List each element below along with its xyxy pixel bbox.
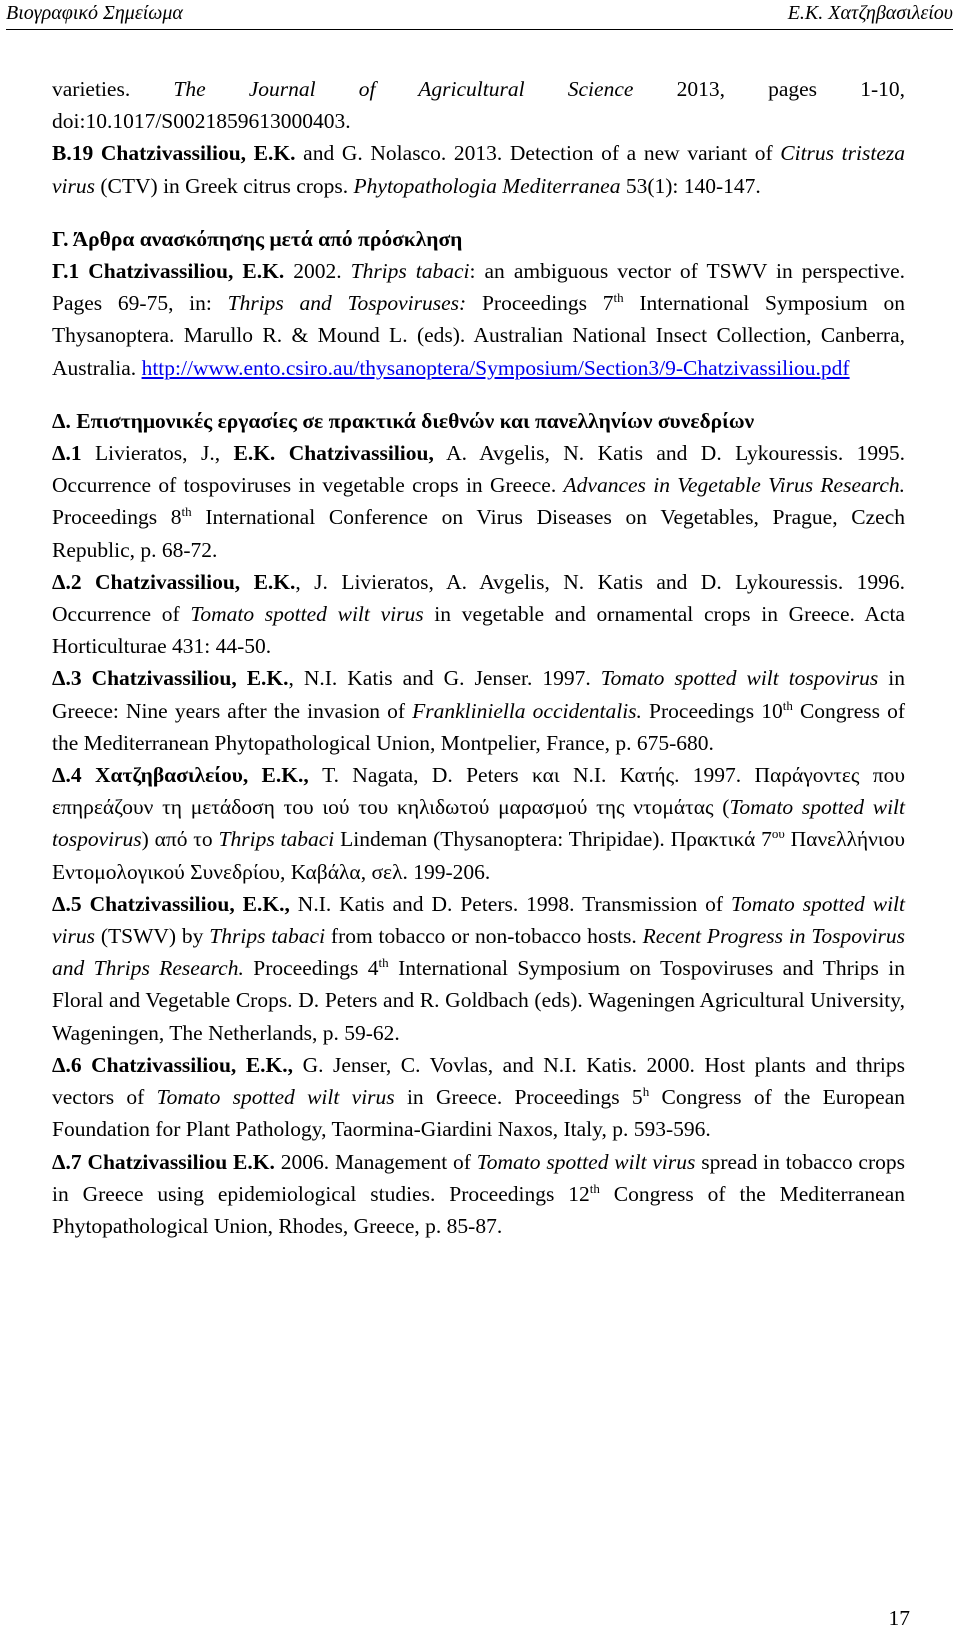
document-body [52,73,905,1242]
section-heading-g: Γ. Άρθρα ανασκόπησης μετά από πρόσκληση [52,226,463,251]
page-number: 17 [888,1606,910,1630]
reference-author: Chatzivassiliou, E.K. [95,569,296,594]
reference-label: Δ.4 [52,763,82,788]
reference-label: Δ.2 [52,569,82,594]
header-left-title: Βιογραφικό Σημείωμα [6,2,183,24]
reference-d3: Δ.3 Chatzivassiliou, E.K., N.I. Katis and G. Jenser. 1997. Tomato spotted wilt tospovirus in Greece: Nine years after the invasion of Frankliniella occidentalis. Proceedings 10th Congress of the Mediterranean Phytopathological Union, Montpelier, France, p. 675-680. [52,666,905,755]
reference-author: E.K. Chatzivassiliou, [233,441,434,466]
reference-author: Chatzivassiliou, E.K., [89,891,290,916]
reference-d6: Δ.6 Chatzivassiliou, E.K., G. Jenser, C. Vovlas, and N.I. Katis. 2000. Host plants and thrips vectors of Tomato spotted wilt virus in Greece. Proceedings 5$^h$ Congress of the European Foundation for Plant Pathology, Taormina-Giardini Naxos, Italy, p. 593-596. [52,1052,906,1142]
reference-label: Γ.1 [52,259,80,284]
reference-author: Chatzivassiliou, E.K. [88,259,285,284]
header-rule [6,29,953,30]
reference-label: B.19 [52,141,94,166]
reference-author: Chatzivassiliou E.K. [87,1149,275,1174]
reference-label: Δ.6 [52,1052,82,1077]
reference-author: Chatzivassiliou, E.K., [91,1052,294,1077]
reference-g1: Γ.1 Chatzivassiliou, E.K. 2002. Thrips tabaci: an ambiguous vector of TSWV in perspective. Pages 69-75, in: Thrips and Tospoviruses: Proceedings 7th International Symposium on Thysanoptera. Marullo R. & Mound L. (eds). Australian National Insect Collection, Canberra, Australia. http://www.ento.csiro.au/thysanoptera/Symposium/Section3/9-Chatzivassiliou.pdf [52,259,905,380]
reference-d4: Δ.4 Χατζηβασιλείου, Ε.Κ., T. Nagata, D. Peters και Ν.Ι. Κατής. 1997. Παράγοντες που επηρεάζουν τη μετάδοση του ιού του κηλιδωτού μαρασμού της ντομάτας (Tomato spotted wilt tospovirus) από το Thrips tabaci Lindeman (Thysanoptera: Thripidae). Πρακτικά $7^{o\upsilon}$ Πανελλήνιου Εντομολογικού Συνεδρίου, Καβάλα, σελ. 199-206. [52,763,906,884]
reference-b18-tail: varieties. The Journal of Agricultural Science 2013, pages 1-10, doi:10.1017/S0021859613000403. [52,77,905,134]
section-heading-d: Δ. Επιστημονικές εργασίες σε πρακτικά διεθνών και πανελληνίων συνεδρίων [52,408,755,433]
reference-label: Δ.7 [52,1149,82,1174]
reference-author: Chatzivassiliou, E.K. [100,141,296,166]
page-header [0,2,960,30]
header-right-author: Ε.Κ. Χατζηβασιλείου [787,2,953,24]
reference-label: Δ.5 [52,891,82,916]
reference-author: Χατζηβασιλείου, Ε.Κ., [94,763,309,788]
reference-d2: Δ.2 Chatzivassiliou, E.K., J. Livieratos, A. Avgelis, N. Katis and D. Lykouressis. 1996. Occurrence of Tomato spotted wilt virus in vegetable and ornamental crops in Greece. Acta Horticulturae 431: 44-50. [52,569,905,659]
reference-author: Chatzivassiliou, E.K. [91,666,289,691]
reference-d1: Δ.1 Livieratos, J., E.K. Chatzivassiliou, A. Avgelis, N. Katis and D. Lykouressis. 1995. Occurrence of tospoviruses in vegetable crops in Greece. Advances in Vegetable Virus Research. Proceedings 8th International Conference on Virus Diseases on Vegetables, Prague, Czech Republic, p. 68-72. [52,441,905,562]
reference-b19: B.19 Chatzivassiliou, E.K. and G. Nolasco. 2013. Detection of a new variant of Citrus tristeza virus (CTV) in Greek citrus crops. Phytopathologia Mediterranea 53(1): 140-147. [52,141,906,198]
pdf-link[interactable]: http://www.ento.csiro.au/thysanoptera/Symposium/Section3/9-Chatzivassiliou.pdf [141,355,850,380]
reference-label: Δ.3 [52,666,82,691]
reference-label: Δ.1 [52,441,82,466]
reference-d5: Δ.5 Chatzivassiliou, E.K., N.I. Katis and D. Peters. 1998. Transmission of Tomato spotted wilt virus (TSWV) by Thrips tabaci from tobacco or non-tobacco hosts. Recent Progress in Tospovirus and Thrips Research. Proceedings 4th International Symposium on Tospoviruses and Thrips in Floral and Vegetable Crops. D. Peters and R. Goldbach (eds). Wageningen Agricultural University, Wageningen, The Netherlands, p. 59-62. [52,891,906,1045]
reference-d7: Δ.7 Chatzivassiliou E.K. 2006. Management of Tomato spotted wilt virus spread in tobacco crops in Greece using epidemiological studies. Proceedings 12th Congress of the Mediterranean Phytopathological Union, Rhodes, Greece, p. 85-87. [52,1149,905,1238]
